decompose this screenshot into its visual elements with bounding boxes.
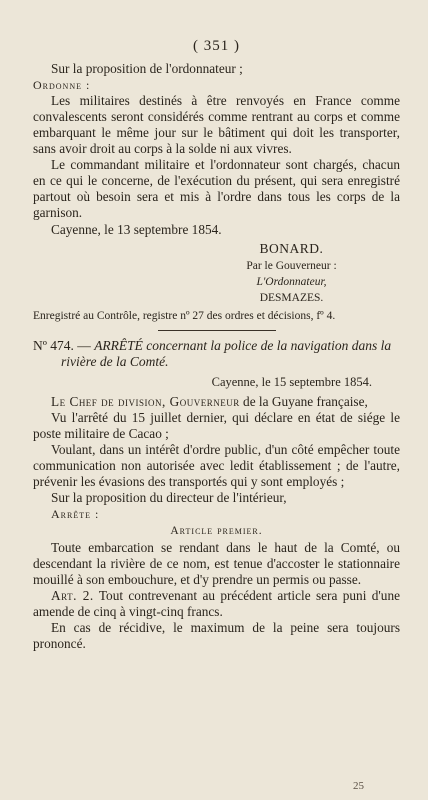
militaires-paragraph: Les militaires destinés à être renvoyés en France comme convalescents seront considérés comme rentrant au corps et comme embarquant le même jour sur le bâtiment qui doit les transporter, sans avoir droit au corps à la solde ni aux vivres.	[33, 93, 400, 156]
decree-title: ARRÊTÉ concernant la police de la navigation dans la rivière de la Comté.	[61, 338, 392, 369]
registration-note: Enregistré au Contrôle, registre nº 27 des ordres et décisions, fº 4.	[33, 310, 336, 322]
execution-paragraph: Le commandant militaire et l'ordonnateur sont chargés, chacun en ce qui le concerne, de l'exécution du présent, qui sera enregistré partout où besoin sera et mis à l'ordre dans tous les corps de la garnison.	[33, 157, 400, 220]
governor-title: Le Chef de division, Gouverneur	[51, 394, 240, 409]
article-2-text: Tout contrevenant au précédent article sera puni d'une amende de cinq à vingt-cinq francs.	[33, 588, 400, 619]
article-premier-heading: Article premier.	[170, 525, 263, 537]
voulant-paragraph: Voulant, dans un intérêt d'ordre public, d'un côté empêcher toute communication non autorisée avec ledit établissement ; de l'autre, prévenir les évasions des transportés qui y sont employés ;	[33, 442, 400, 489]
governor-signature: BONARD.	[259, 241, 324, 256]
decree-date: Cayenne, le 15 septembre 1854.	[211, 375, 372, 389]
decree-heading	[33, 338, 400, 370]
decree-number: Nº 474. —	[33, 338, 91, 353]
proposition-directeur: Sur la proposition du directeur de l'intérieur,	[51, 490, 287, 505]
article-1-text: Toute embarcation se rendant dans le haut de la Comté, ou descendant la rivière de ce nom, est tenue d'accoster le stationnaire mouillé à son embouchure, et d'y prendre un permis ou passe.	[33, 540, 400, 587]
decree-intro	[33, 394, 400, 410]
section-divider	[158, 330, 276, 331]
article-2-label: Art. 2.	[51, 588, 94, 603]
ordonne-label: Ordonne :	[33, 78, 91, 92]
arrete-heading	[33, 506, 400, 522]
ordonnateur-title: L'Ordonnateur,	[256, 276, 327, 288]
governor-title-rest: de la Guyane française,	[243, 394, 368, 409]
article-2	[33, 588, 400, 620]
proposition-paragraph: Sur la proposition de l'ordonnateur ;	[51, 61, 243, 76]
printer-signature-mark: 25	[353, 780, 364, 792]
recidive-paragraph: En cas de récidive, le maximum de la peine sera toujours prononcé.	[33, 620, 400, 651]
page-number: ( 351 )	[193, 38, 240, 54]
ordonnateur-signature: DESMAZES.	[259, 292, 324, 304]
place-date: Cayenne, le 13 septembre 1854.	[51, 222, 222, 237]
arrete-label: Arrête :	[51, 507, 100, 521]
ordonne-heading	[33, 77, 400, 93]
vu-paragraph: Vu l'arrêté du 15 juillet dernier, qui déclare en état de siége le poste militaire de Cacao ;	[33, 410, 400, 441]
par-le-gouverneur: Par le Gouverneur :	[246, 260, 337, 272]
